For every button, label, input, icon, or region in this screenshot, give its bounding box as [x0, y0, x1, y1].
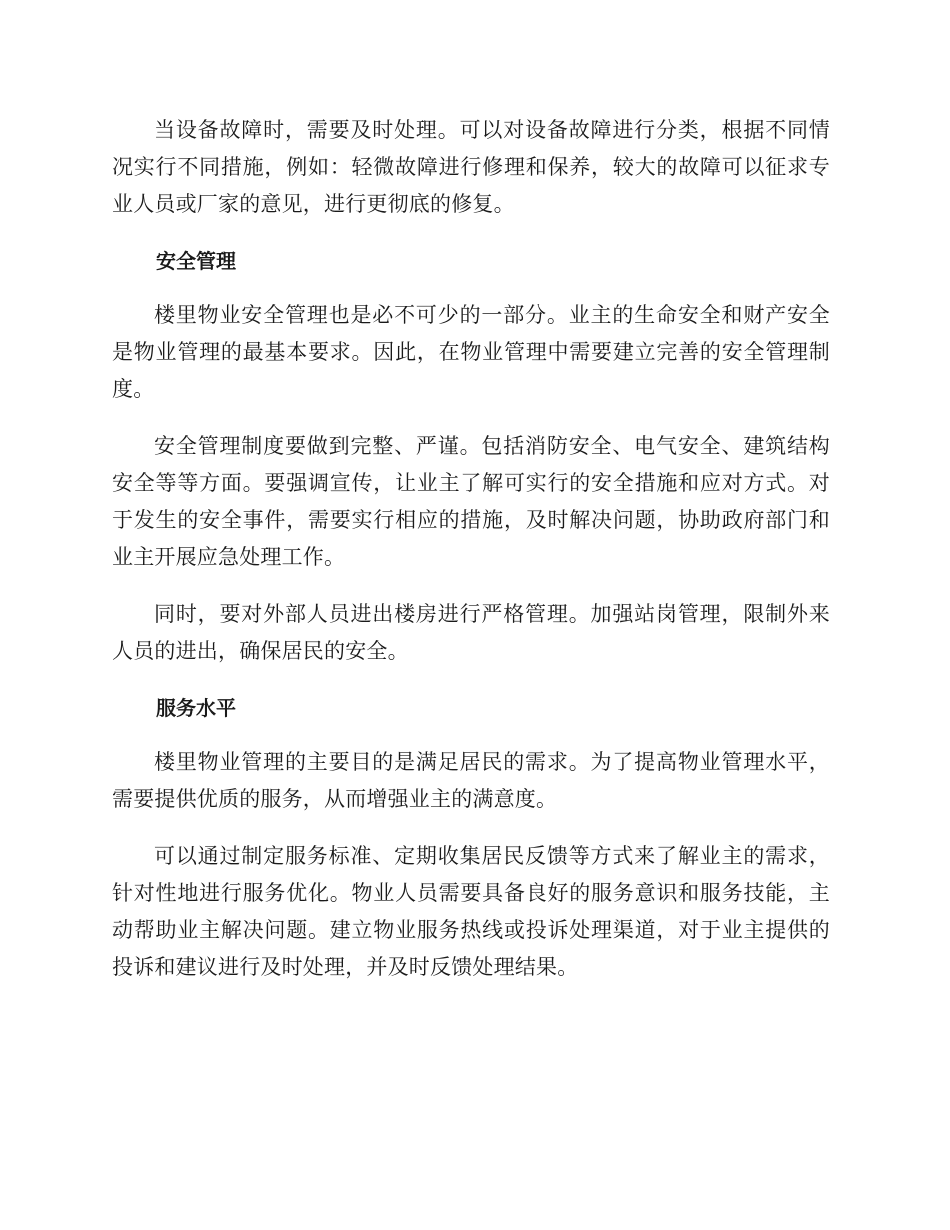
document-page: [112, 112, 830, 1006]
paragraph-service-goal: 楼里物业管理的主要目的是满足居民的需求。为了提高物业管理水平，需要提供优质的服务，从而增强业主的满意度。: [112, 750, 830, 811]
paragraph-service-optimization: 可以通过制定服务标准、定期收集居民反馈等方式来了解业主的需求，针对性地进行服务优化。物业人员需要具备良好的服务意识和服务技能，主动帮助业主解决问题。建立物业服务热线或投诉处理渠道，对于业主提供的投诉和建议进行及时处理，并及时反馈处理结果。: [112, 844, 830, 979]
heading-safety-management: 安全管理: [156, 249, 236, 273]
paragraph-access-control: 同时，要对外部人员进出楼房进行严格管理。加强站岗管理，限制外来人员的进出，确保居民的安全。: [112, 602, 830, 663]
paragraph-equipment-fault: 当设备故障时，需要及时处理。可以对设备故障进行分类，根据不同情况实行不同措施，例如：轻微故障进行修理和保养，较大的故障可以征求专业人员或厂家的意见，进行更彻底的修复。: [112, 118, 830, 216]
paragraph-safety-intro: 楼里物业安全管理也是必不可少的一部分。业主的生命安全和财产安全是物业管理的最基本要求。因此，在物业管理中需要建立完善的安全管理制度。: [112, 303, 830, 401]
paragraph-safety-system: 安全管理制度要做到完整、严谨。包括消防安全、电气安全、建筑结构安全等等方面。要强调宣传，让业主了解可实行的安全措施和应对方式。对于发生的安全事件，需要实行相应的措施，及时解决问题，协助政府部门和业主开展应急处理工作。: [112, 434, 830, 569]
heading-service-level: 服务水平: [156, 696, 236, 720]
